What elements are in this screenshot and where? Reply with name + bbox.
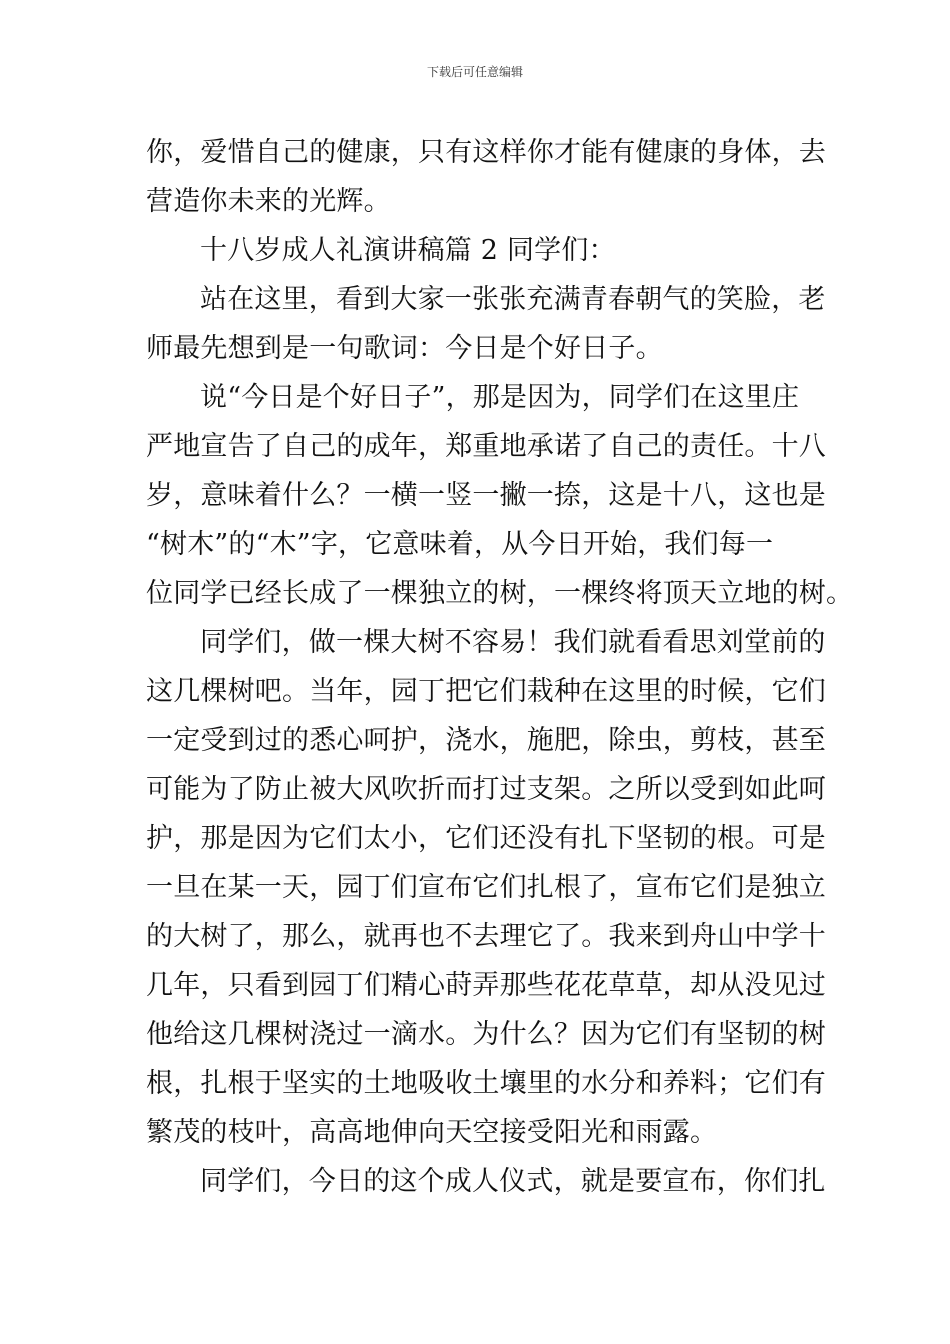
text-line: 几年，只看到园丁们精心莳弄那些花花草草，却从没见过 <box>146 970 826 1001</box>
page-header-note: 下载后可任意编辑 <box>426 65 523 79</box>
section-heading: 十八岁成人礼演讲稿篇 2 同学们： <box>200 235 616 266</box>
text-line: 一旦在某一天，园丁们宣布它们扎根了，宣布它们是独立 <box>146 872 826 903</box>
text-line: 同学们，做一棵大树不容易！我们就看看思刘堂前的 <box>200 627 826 658</box>
text-line: 位同学已经长成了一棵独立的树，一棵终将顶天立地的树。 <box>146 578 854 609</box>
text-line: 根，扎根于坚实的土地吸收土壤里的水分和养料；它们有 <box>146 1068 826 1099</box>
text-line: 说“今日是个好日子”，那是因为，同学们在这里庄 <box>200 382 800 413</box>
text-line: 可能为了防止被大风吹折而打过支架。之所以受到如此呵 <box>146 774 826 805</box>
text-line: 岁，意味着什么？一横一竖一撇一捺，这是十八，这也是 <box>146 480 826 511</box>
text-line: 他给这几棵树浇过一滴水。为什么？因为它们有坚韧的树 <box>146 1019 826 1050</box>
text-line: “树木”的“木”字，它意味着，从今日开始，我们每一 <box>146 529 774 560</box>
text-line: 严地宣告了自己的成年，郑重地承诺了自己的责任。十八 <box>146 431 826 462</box>
text-line: 站在这里，看到大家一张张充满青春朝气的笑脸，老 <box>200 284 826 315</box>
text-line: 护，那是因为它们太小，它们还没有扎下坚韧的根。可是 <box>146 823 826 854</box>
text-line: 一定受到过的悉心呵护，浇水，施肥，除虫，剪枝，甚至 <box>146 725 826 756</box>
text-line: 同学们，今日的这个成人仪式，就是要宣布，你们扎 <box>200 1166 826 1197</box>
text-line: 你，爱惜自己的健康，只有这样你才能有健康的身体，去 <box>146 137 826 168</box>
text-line: 这几棵树吧。当年，园丁把它们栽种在这里的时候，它们 <box>146 676 826 707</box>
body-text <box>146 128 854 1206</box>
text-line: 的大树了，那么，就再也不去理它了。我来到舟山中学十 <box>146 921 826 952</box>
text-line: 营造你未来的光辉。 <box>146 186 391 217</box>
text-line: 师最先想到是一句歌词：今日是个好日子。 <box>146 333 663 364</box>
text-line: 繁茂的枝叶，高高地伸向天空接受阳光和雨露。 <box>146 1117 718 1148</box>
